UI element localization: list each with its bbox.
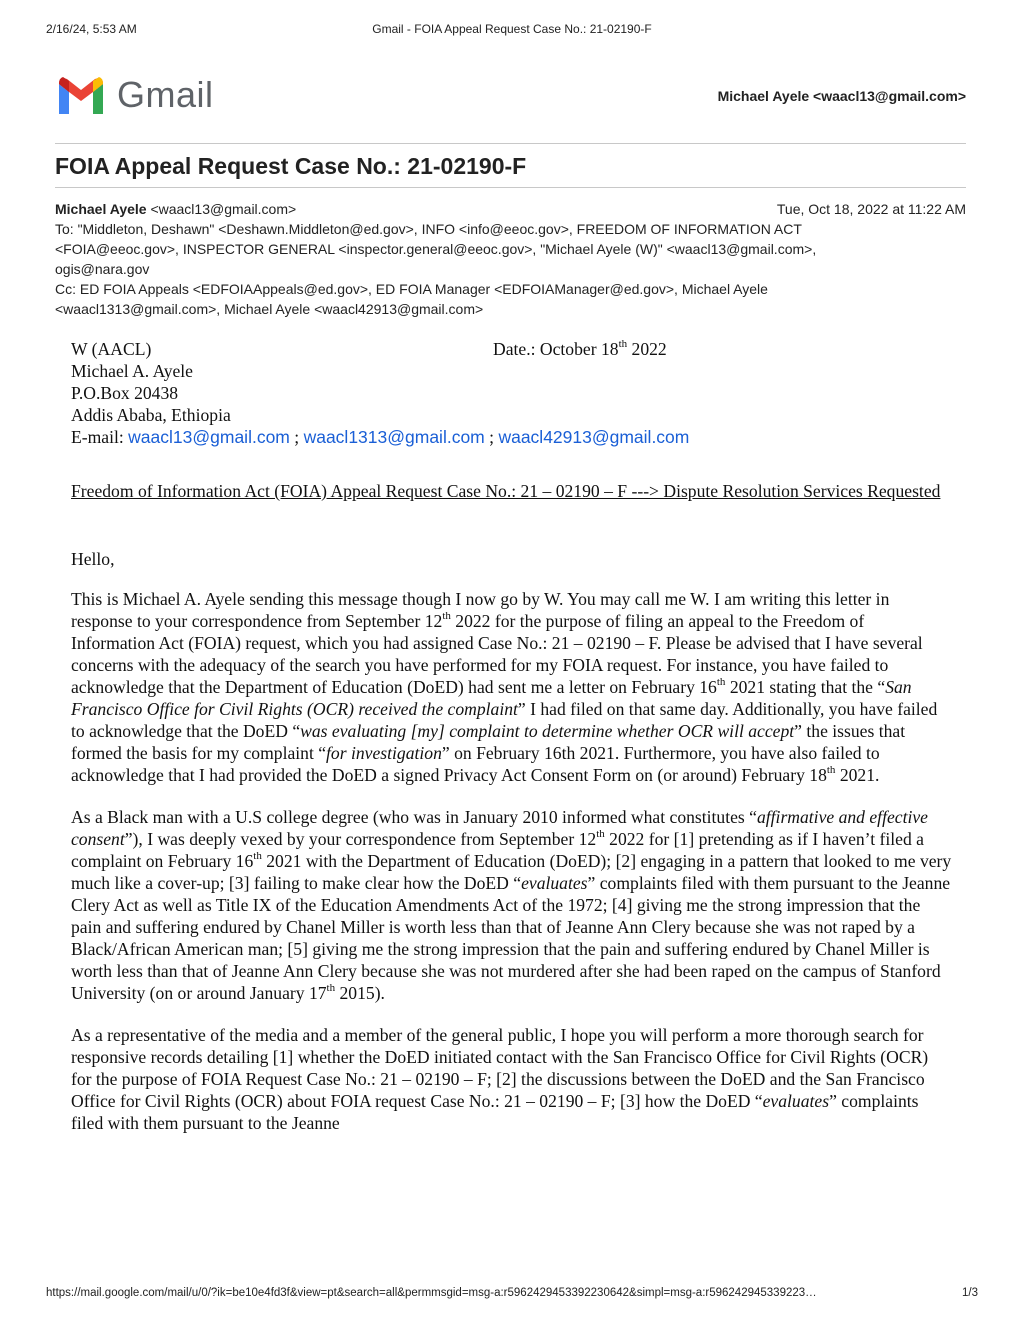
sender-email: <waacl13@gmail.com> xyxy=(150,201,297,217)
sender-full-name: Michael A. Ayele xyxy=(71,361,193,381)
sender-short: W (AACL) xyxy=(71,339,152,359)
letter-address-block xyxy=(71,338,952,448)
account-identity: Michael Ayele <waacl13@gmail.com> xyxy=(717,88,966,104)
paragraph-2: As a Black man with a U.S college degree (who was in January 2010 informed what constitutes “affirmative and effective consent”), I was deeply vexed by your correspondence from September 12th 2022 for [1] pretending as if I haven’t filed a complaint on February 16th 2021 with the Department of Education (DoED); [2] engaging in a pattern that looked to me very much like a cover-up; [3] failing to make clear how the DoED “evaluates” complaints filed with them pursuant to the Jeanne Clery Act as well as Title IX of the Education Amendments Act of the 1972; [4] giving me the strong impression that the pain and suffering endured by Chanel Miller is worth less than that of Jeanne Ann Clery because she was not raped by a Black/African American man; [5] giving me the strong impression that the pain and suffering endured by Chanel Miller is worth less than that of Jeanne Ann Clery because she was not murdered after she had been raped on the campus of Stanford University (on or around January 17th 2015). xyxy=(71,807,952,1003)
divider xyxy=(55,143,966,144)
message-timestamp: Tue, Oct 18, 2022 at 11:22 AM xyxy=(776,201,966,217)
sender-city: Addis Ababa, Ethiopia xyxy=(71,405,231,425)
gmail-wordmark: Gmail xyxy=(117,74,214,115)
email-link[interactable]: waacl42913@gmail.com xyxy=(498,427,690,447)
message-body xyxy=(71,338,952,1134)
sender-po-box: P.O.Box 20438 xyxy=(71,383,179,403)
recipients-to-cont: ogis@nara.gov xyxy=(55,261,150,277)
recipients-cc-cont: <waacl1313@gmail.com>, Michael Ayele <waacl42913@gmail.com> xyxy=(55,301,484,317)
letter-title: Freedom of Information Act (FOIA) Appeal Request Case No.: 21 – 02190 – F ---> Dispute Resolution Services Requested xyxy=(71,481,941,501)
print-doc-title: Gmail - FOIA Appeal Request Case No.: 21-02190-F xyxy=(372,22,652,36)
message-header xyxy=(55,199,966,319)
email-link[interactable]: waacl13@gmail.com xyxy=(128,427,290,447)
print-header xyxy=(46,22,978,38)
paragraph-1: This is Michael A. Ayele sending this message though I now go by W. You may call me W. I am writing this letter in response to your correspondence from September 12th 2022 for the purpose of filing an appeal to the Freedom of Information Act (FOIA) request, which you had assigned Case No.: 21 – 02190 – F. Please be advised that I have several concerns with the adequacy of the search you have performed for my FOIA request. For instance, you have failed to acknowledge that the Department of Education (DoED) had sent me a letter on February 16th 2021 stating that the “San Francisco Office for Civil Rights (OCR) received the complaint” I had filed on that same day. Additionally, you have failed to acknowledge that the DoED “was evaluating [my] complaint to determine whether OCR will accept” the issues that formed the basis for my complaint “for investigation” on February 16th 2021. Furthermore, you have also failed to acknowledge that I had provided the DoED a signed Privacy Act Consent Form on (or around) February 18th 2021. xyxy=(71,589,938,785)
gmail-m-icon xyxy=(55,76,107,114)
page-number: 1/3 xyxy=(962,1287,978,1299)
recipients-cc: Cc: ED FOIA Appeals <EDFOIAAppeals@ed.gov>, ED FOIA Manager <EDFOIAManager@ed.gov>, Michael Ayele xyxy=(55,281,768,297)
recipients-to-cont: <FOIA@eeoc.gov>, INSPECTOR GENERAL <inspector.general@eeoc.gov>, "Michael Ayele (W)" <waacl13@gmail.com>, xyxy=(55,241,817,257)
letter-date: Date.: October 18th 2022 xyxy=(493,338,667,359)
gmail-logo xyxy=(55,72,215,116)
print-datetime: 2/16/24, 5:53 AM xyxy=(46,22,137,36)
email-subject: FOIA Appeal Request Case No.: 21-02190-F xyxy=(55,153,527,179)
recipients-to: To: "Middleton, Deshawn" <Deshawn.Middleton@ed.gov>, INFO <info@eeoc.gov>, FREEDOM OF INFORMATION ACT xyxy=(55,221,802,237)
greeting: Hello, xyxy=(71,549,115,569)
sender-name: Michael Ayele xyxy=(55,201,147,217)
page-url: https://mail.google.com/mail/u/0/?ik=be10e4fd3f&view=pt&search=all&permmsgid=msg-a:r5962429453392230642&simpl=msg-a:r596242945339223… xyxy=(46,1287,817,1299)
divider xyxy=(55,187,966,188)
paragraph-3: As a representative of the media and a member of the general public, I hope you will perform a more thorough search for responsive records detailing [1] whether the DoED initiated contact with the San Francisco Office for Civil Rights (OCR) for the purpose of FOIA Request Case No.: 21 – 02190 – F; [2] the discussions between the DoED and the San Francisco Office for Civil Rights (OCR) about FOIA request Case No.: 21 – 02190 – F; [3] how the DoED “evaluates” complaints filed with them pursuant to the Jeanne xyxy=(71,1025,929,1133)
email-link[interactable]: waacl1313@gmail.com xyxy=(303,427,485,447)
sender-emails: E-mail: waacl13@gmail.com ; waacl1313@gmail.com ; waacl42913@gmail.com xyxy=(71,427,690,447)
